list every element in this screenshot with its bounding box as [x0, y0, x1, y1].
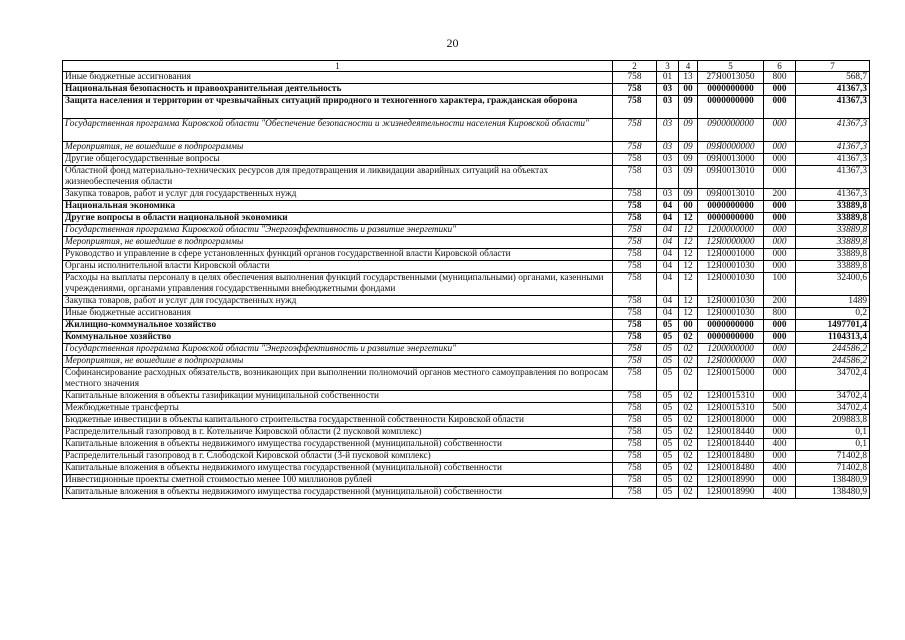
row-amount: 34702,4 [796, 391, 870, 403]
row-section: 05 [657, 415, 679, 427]
row-admin-code: 758 [613, 261, 657, 273]
row-amount: 41367,3 [796, 84, 870, 96]
table-row [63, 403, 870, 415]
row-amount: 568,7 [796, 72, 870, 84]
row-amount: 41367,3 [796, 154, 870, 166]
row-name: Капитальные вложения в объекты недвижимого имущества государственной (муниципальной) собственности [63, 439, 613, 451]
row-target-article: 27Я0013050 [698, 72, 764, 84]
row-admin-code: 758 [613, 403, 657, 415]
row-name: Расходы на выплаты персоналу в целях обеспечения выполнения функций государственными (муниципальными) органами, казенными учреждениями, органами управления государственными внебюджетными фондами [63, 273, 613, 296]
table-row [63, 225, 870, 237]
row-subsection: 02 [679, 368, 698, 391]
row-subsection: 00 [679, 201, 698, 213]
row-admin-code: 758 [613, 273, 657, 296]
row-name: Национальная безопасность и правоохранительная деятельность [63, 84, 613, 96]
table-row [63, 320, 870, 332]
row-section: 04 [657, 213, 679, 225]
row-target-article: 12Я0001030 [698, 308, 764, 320]
row-section: 03 [657, 84, 679, 96]
row-target-article: 09Я0013000 [698, 154, 764, 166]
row-section: 05 [657, 451, 679, 463]
row-subsection: 12 [679, 249, 698, 261]
row-subsection: 12 [679, 273, 698, 296]
row-subsection: 02 [679, 356, 698, 368]
row-admin-code: 758 [613, 154, 657, 166]
row-subsection: 02 [679, 415, 698, 427]
row-amount: 1497701,4 [796, 320, 870, 332]
table-row [63, 119, 870, 142]
row-amount: 71402,8 [796, 463, 870, 475]
row-amount: 33889,8 [796, 249, 870, 261]
row-expense-type: 000 [764, 154, 796, 166]
row-expense-type: 000 [764, 119, 796, 142]
row-section: 05 [657, 427, 679, 439]
row-subsection: 12 [679, 261, 698, 273]
row-admin-code: 758 [613, 142, 657, 154]
row-section: 03 [657, 119, 679, 142]
row-admin-code: 758 [613, 84, 657, 96]
row-section: 05 [657, 332, 679, 344]
row-name: Распределительный газопровод в г. Котельниче Кировской области (2 пусковой комплекс) [63, 427, 613, 439]
row-target-article: 0000000000 [698, 213, 764, 225]
row-expense-type: 400 [764, 487, 796, 499]
row-expense-type: 000 [764, 261, 796, 273]
row-amount: 32400,6 [796, 273, 870, 296]
table-row [63, 475, 870, 487]
table-row [63, 415, 870, 427]
row-amount: 244586,2 [796, 344, 870, 356]
row-section: 03 [657, 96, 679, 119]
row-amount: 71402,8 [796, 451, 870, 463]
col-header-3: 3 [657, 61, 679, 72]
row-expense-type: 000 [764, 249, 796, 261]
row-admin-code: 758 [613, 487, 657, 499]
row-subsection: 02 [679, 463, 698, 475]
row-section: 01 [657, 72, 679, 84]
row-admin-code: 758 [613, 96, 657, 119]
row-name: Органы исполнительной власти Кировской области [63, 261, 613, 273]
row-target-article: 0000000000 [698, 96, 764, 119]
table-row [63, 463, 870, 475]
row-amount: 1489 [796, 296, 870, 308]
row-subsection: 00 [679, 320, 698, 332]
row-section: 04 [657, 201, 679, 213]
row-section: 04 [657, 237, 679, 249]
row-name: Закупка товаров, работ и услуг для государственных нужд [63, 296, 613, 308]
row-name: Иные бюджетные ассигнования [63, 72, 613, 84]
row-admin-code: 758 [613, 368, 657, 391]
table-row [63, 273, 870, 296]
col-header-6: 6 [764, 61, 796, 72]
row-target-article: 0000000000 [698, 84, 764, 96]
row-admin-code: 758 [613, 249, 657, 261]
row-target-article: 12Я0001030 [698, 296, 764, 308]
page-number: 20 [446, 36, 459, 50]
row-amount: 41367,3 [796, 142, 870, 154]
table-row [63, 96, 870, 119]
row-target-article: 12Я0018990 [698, 487, 764, 499]
row-name: Межбюджетные трансферты [63, 403, 613, 415]
table-row [63, 237, 870, 249]
row-expense-type: 000 [764, 166, 796, 189]
row-expense-type: 200 [764, 296, 796, 308]
row-section: 05 [657, 344, 679, 356]
row-admin-code: 758 [613, 201, 657, 213]
row-section: 05 [657, 439, 679, 451]
row-amount: 41367,3 [796, 119, 870, 142]
row-subsection: 00 [679, 84, 698, 96]
row-section: 05 [657, 356, 679, 368]
row-section: 04 [657, 225, 679, 237]
row-subsection: 12 [679, 237, 698, 249]
row-section: 05 [657, 403, 679, 415]
row-expense-type: 100 [764, 273, 796, 296]
row-expense-type: 400 [764, 439, 796, 451]
row-subsection: 02 [679, 487, 698, 499]
row-section: 03 [657, 166, 679, 189]
row-section: 05 [657, 320, 679, 332]
row-section: 04 [657, 273, 679, 296]
row-expense-type: 000 [764, 84, 796, 96]
row-amount: 41367,3 [796, 96, 870, 119]
row-expense-type: 000 [764, 391, 796, 403]
row-admin-code: 758 [613, 225, 657, 237]
col-header-1: 1 [63, 61, 613, 72]
row-expense-type: 000 [764, 96, 796, 119]
row-target-article: 12Я0018480 [698, 451, 764, 463]
row-admin-code: 758 [613, 415, 657, 427]
row-expense-type: 000 [764, 475, 796, 487]
row-subsection: 02 [679, 332, 698, 344]
row-name: Областной фонд материально-технических ресурсов для предотвращения и ликвидации аварийных ситуаций на объектах жизнеобеспечения области [63, 166, 613, 189]
row-admin-code: 758 [613, 475, 657, 487]
table-row [63, 261, 870, 273]
table-row [63, 427, 870, 439]
row-expense-type: 000 [764, 356, 796, 368]
row-target-article: 09Я0013010 [698, 189, 764, 201]
row-name: Мероприятия, не вошедшие в подпрограммы [63, 237, 613, 249]
row-admin-code: 758 [613, 320, 657, 332]
row-target-article: 1200000000 [698, 344, 764, 356]
row-target-article: 09Я0000000 [698, 142, 764, 154]
row-admin-code: 758 [613, 189, 657, 201]
row-expense-type: 000 [764, 344, 796, 356]
row-section: 03 [657, 142, 679, 154]
row-section: 03 [657, 154, 679, 166]
row-target-article: 12Я0015000 [698, 368, 764, 391]
row-subsection: 12 [679, 225, 698, 237]
row-amount: 33889,8 [796, 237, 870, 249]
row-expense-type: 000 [764, 213, 796, 225]
table-row [63, 189, 870, 201]
row-target-article: 12Я0001000 [698, 249, 764, 261]
row-expense-type: 000 [764, 451, 796, 463]
row-section: 05 [657, 475, 679, 487]
row-admin-code: 758 [613, 237, 657, 249]
row-subsection: 09 [679, 189, 698, 201]
row-admin-code: 758 [613, 296, 657, 308]
row-amount: 34702,4 [796, 368, 870, 391]
table-row [63, 84, 870, 96]
row-target-article: 0900000000 [698, 119, 764, 142]
table-row [63, 166, 870, 189]
col-header-5: 5 [698, 61, 764, 72]
budget-table [62, 60, 870, 499]
row-amount: 33889,8 [796, 261, 870, 273]
row-subsection: 02 [679, 427, 698, 439]
table-row [63, 391, 870, 403]
table-body [63, 72, 870, 499]
row-name: Распределительный газопровод в г. Слободской Кировской области (3-й пусковой комплекс) [63, 451, 613, 463]
row-expense-type: 200 [764, 189, 796, 201]
row-expense-type: 800 [764, 308, 796, 320]
row-name: Мероприятия, не вошедшие в подпрограммы [63, 356, 613, 368]
row-target-article: 12Я0000000 [698, 356, 764, 368]
row-expense-type: 500 [764, 403, 796, 415]
row-name: Иные бюджетные ассигнования [63, 308, 613, 320]
row-name: Мероприятия, не вошедшие в подпрограммы [63, 142, 613, 154]
row-target-article: 12Я0015310 [698, 403, 764, 415]
row-subsection: 02 [679, 439, 698, 451]
row-subsection: 02 [679, 451, 698, 463]
row-name: Капитальные вложения в объекты недвижимого имущества государственной (муниципальной) собственности [63, 463, 613, 475]
row-subsection: 02 [679, 475, 698, 487]
row-section: 04 [657, 296, 679, 308]
table-row [63, 356, 870, 368]
row-name: Другие общегосударственные вопросы [63, 154, 613, 166]
row-name: Жилищно-коммунальное хозяйство [63, 320, 613, 332]
table-row [63, 201, 870, 213]
row-target-article: 0000000000 [698, 201, 764, 213]
row-subsection: 09 [679, 142, 698, 154]
row-target-article: 09Я0013010 [698, 166, 764, 189]
table-row [63, 308, 870, 320]
row-expense-type: 000 [764, 320, 796, 332]
row-subsection: 13 [679, 72, 698, 84]
row-section: 05 [657, 368, 679, 391]
header-row [63, 61, 870, 72]
row-target-article: 0000000000 [698, 332, 764, 344]
row-expense-type: 000 [764, 225, 796, 237]
row-admin-code: 758 [613, 332, 657, 344]
row-target-article: 0000000000 [698, 320, 764, 332]
row-amount: 1104313,4 [796, 332, 870, 344]
row-section: 04 [657, 308, 679, 320]
row-expense-type: 000 [764, 368, 796, 391]
row-amount: 41367,3 [796, 166, 870, 189]
row-section: 05 [657, 487, 679, 499]
row-admin-code: 758 [613, 213, 657, 225]
row-admin-code: 758 [613, 356, 657, 368]
row-target-article: 12Я0001030 [698, 261, 764, 273]
row-subsection: 02 [679, 403, 698, 415]
row-target-article: 12Я0018440 [698, 427, 764, 439]
row-name: Инвестиционные проекты сметной стоимостью менее 100 миллионов рублей [63, 475, 613, 487]
row-name: Руководство и управление в сфере установленных функций органов государственной власти Кировской области [63, 249, 613, 261]
row-expense-type: 000 [764, 142, 796, 154]
row-section: 04 [657, 249, 679, 261]
table-row [63, 154, 870, 166]
table-row [63, 451, 870, 463]
row-name: Софинансирование расходных обязательств, возникающих при выполнении полномочий органов местного самоуправления по вопросам местного значения [63, 368, 613, 391]
col-header-2: 2 [613, 61, 657, 72]
row-target-article: 12Я0018440 [698, 439, 764, 451]
col-header-7: 7 [796, 61, 870, 72]
row-admin-code: 758 [613, 166, 657, 189]
row-name: Защита населения и территории от чрезвычайных ситуаций природного и техногенного характера, гражданская оборона [63, 96, 613, 119]
row-subsection: 09 [679, 166, 698, 189]
row-target-article: 12Я0015310 [698, 391, 764, 403]
row-admin-code: 758 [613, 451, 657, 463]
row-admin-code: 758 [613, 463, 657, 475]
row-target-article: 12Я0001030 [698, 273, 764, 296]
row-name: Коммунальное хозяйство [63, 332, 613, 344]
row-admin-code: 758 [613, 119, 657, 142]
table-row [63, 332, 870, 344]
row-expense-type: 000 [764, 415, 796, 427]
row-amount: 0,1 [796, 439, 870, 451]
table-row [63, 72, 870, 84]
row-subsection: 12 [679, 296, 698, 308]
row-subsection: 09 [679, 96, 698, 119]
row-expense-type: 000 [764, 332, 796, 344]
table-row [63, 487, 870, 499]
table-row [63, 249, 870, 261]
row-target-article: 12Я0018990 [698, 475, 764, 487]
row-name: Другие вопросы в области национальной экономики [63, 213, 613, 225]
row-section: 03 [657, 189, 679, 201]
row-subsection: 02 [679, 344, 698, 356]
row-expense-type: 400 [764, 463, 796, 475]
row-admin-code: 758 [613, 72, 657, 84]
row-amount: 0,1 [796, 427, 870, 439]
row-amount: 138480,9 [796, 487, 870, 499]
row-amount: 33889,8 [796, 213, 870, 225]
row-amount: 33889,8 [796, 225, 870, 237]
row-subsection: 02 [679, 391, 698, 403]
row-name: Государственная программа Кировской области "Обеспечение безопасности и жизнедеятельности населения Кировской области" [63, 119, 613, 142]
row-amount: 209883,8 [796, 415, 870, 427]
row-name: Государственная программа Кировской области "Энергоэффективность и развитие энергетики" [63, 225, 613, 237]
row-target-article: 12Я0018000 [698, 415, 764, 427]
row-expense-type: 000 [764, 237, 796, 249]
row-name: Национальная экономика [63, 201, 613, 213]
table-row [63, 368, 870, 391]
row-amount: 0,2 [796, 308, 870, 320]
row-admin-code: 758 [613, 427, 657, 439]
row-name: Капитальные вложения в объекты газификации муниципальной собственности [63, 391, 613, 403]
row-target-article: 12Я0000000 [698, 237, 764, 249]
row-amount: 33889,8 [796, 201, 870, 213]
row-target-article: 1200000000 [698, 225, 764, 237]
row-section: 04 [657, 261, 679, 273]
row-name: Государственная программа Кировской области "Энергоэффективность и развитие энергетики" [63, 344, 613, 356]
row-section: 05 [657, 391, 679, 403]
table-row [63, 213, 870, 225]
row-amount: 138480,9 [796, 475, 870, 487]
row-admin-code: 758 [613, 344, 657, 356]
table-row [63, 296, 870, 308]
row-subsection: 12 [679, 308, 698, 320]
row-admin-code: 758 [613, 391, 657, 403]
table-row [63, 439, 870, 451]
row-expense-type: 800 [764, 72, 796, 84]
row-name: Бюджетные инвестиции в объекты капитального строительства государственной собственности Кировской области [63, 415, 613, 427]
row-admin-code: 758 [613, 308, 657, 320]
row-amount: 41367,3 [796, 189, 870, 201]
row-subsection: 09 [679, 154, 698, 166]
table-row [63, 142, 870, 154]
row-amount: 244586,2 [796, 356, 870, 368]
row-subsection: 09 [679, 119, 698, 142]
col-header-4: 4 [679, 61, 698, 72]
row-subsection: 12 [679, 213, 698, 225]
row-amount: 34702,4 [796, 403, 870, 415]
row-expense-type: 000 [764, 427, 796, 439]
row-name: Закупка товаров, работ и услуг для государственных нужд [63, 189, 613, 201]
row-name: Капитальные вложения в объекты недвижимого имущества государственной (муниципальной) собственности [63, 487, 613, 499]
row-target-article: 12Я0018480 [698, 463, 764, 475]
table-row [63, 344, 870, 356]
row-admin-code: 758 [613, 439, 657, 451]
row-section: 05 [657, 463, 679, 475]
row-expense-type: 000 [764, 201, 796, 213]
